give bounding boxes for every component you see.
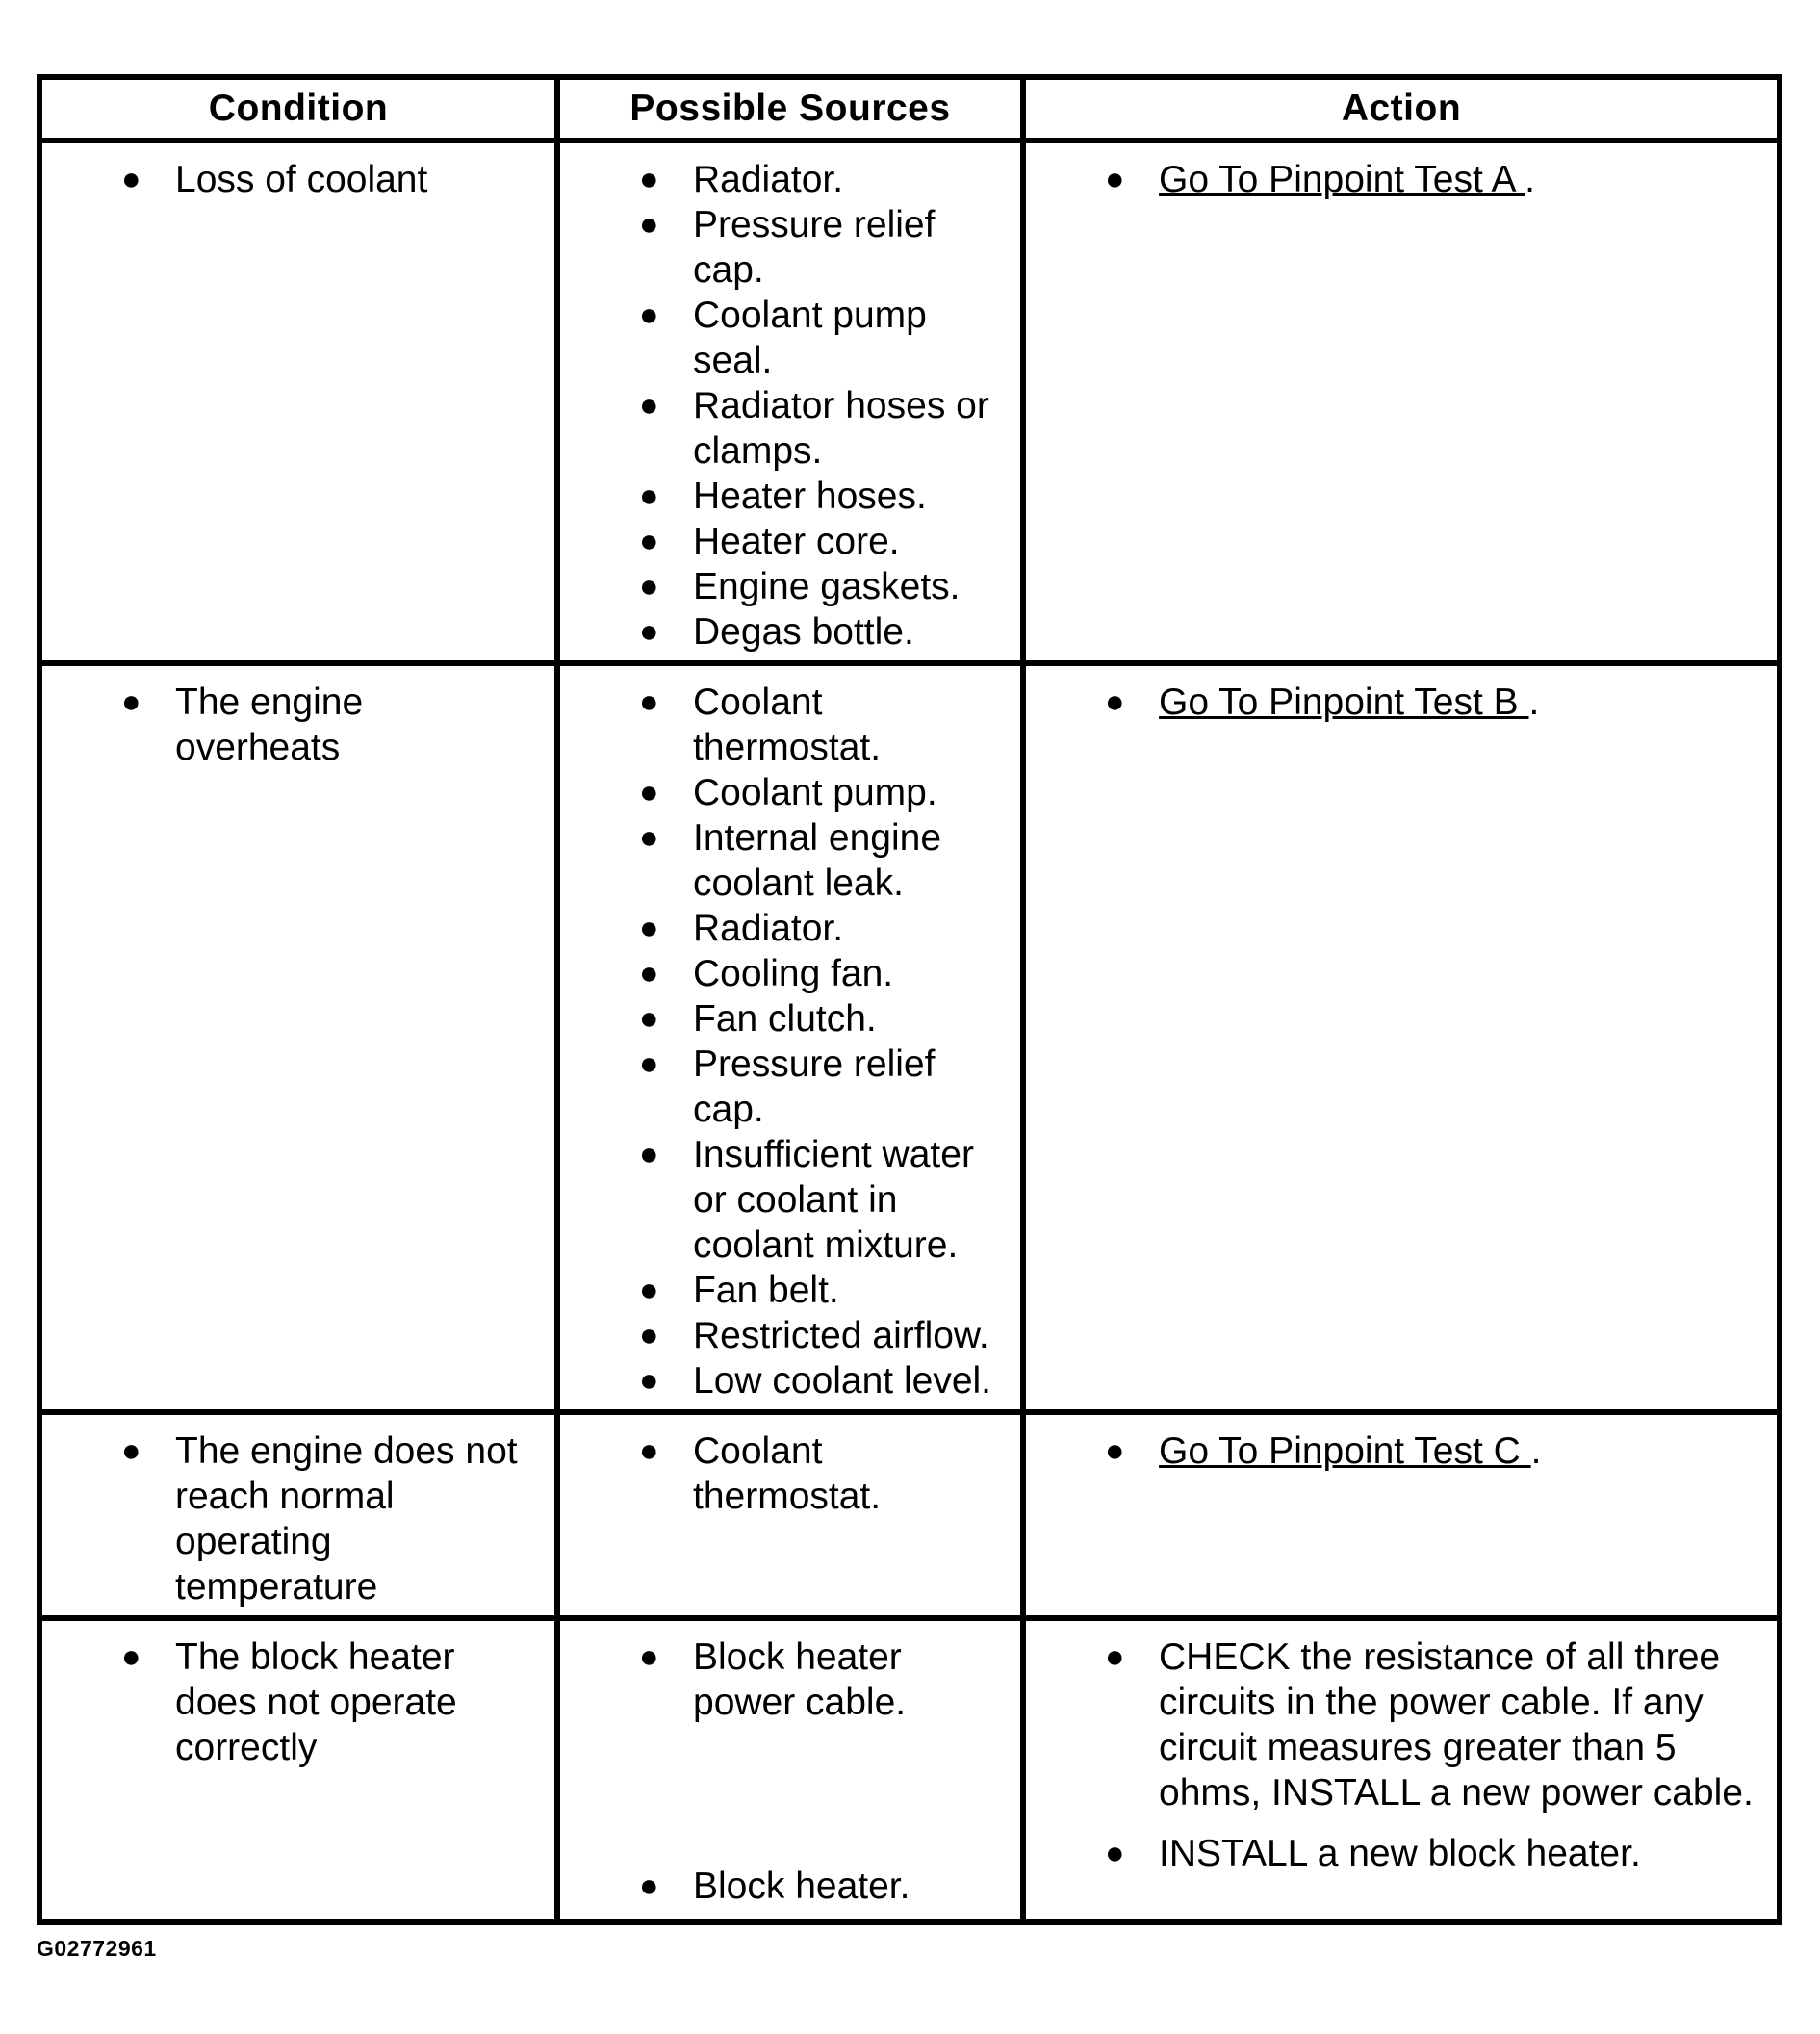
action-cell <box>1023 663 1780 1412</box>
list-item <box>560 202 1011 293</box>
sources-cell <box>557 141 1023 663</box>
list-item <box>560 383 1011 474</box>
condition-cell <box>39 141 557 663</box>
list-item <box>560 474 1011 519</box>
sources-cell <box>557 1618 1023 1922</box>
action-suffix: . <box>1525 159 1535 200</box>
bullet-icon: ● <box>639 1000 659 1037</box>
action-suffix: . <box>1528 682 1540 723</box>
list-item <box>1026 1831 1767 1876</box>
header-possible-sources: Possible Sources <box>557 77 1023 141</box>
list-item <box>560 1268 1011 1313</box>
list-item <box>560 1042 1011 1132</box>
source-text: Radiator. <box>693 908 844 949</box>
list-item <box>560 1429 1011 1519</box>
list-item <box>1026 680 1767 725</box>
sources-cell <box>557 1412 1023 1618</box>
source-text: Block heater power cable. <box>693 1636 907 1723</box>
list-item <box>560 770 1011 815</box>
bullet-icon: ● <box>1105 161 1125 197</box>
list-item <box>42 157 545 202</box>
bullet-icon: ● <box>121 1432 141 1469</box>
bullet-icon: ● <box>639 1317 659 1353</box>
condition-cell <box>39 1412 557 1618</box>
source-text: Insufficient water or coolant in coolant mixture. <box>693 1134 974 1266</box>
source-text: Cooling fan. <box>693 953 894 994</box>
bullet-icon: ● <box>639 1045 659 1082</box>
list-item <box>560 609 1011 655</box>
bullet-icon: ● <box>121 161 141 197</box>
bullet-icon: ● <box>639 1136 659 1172</box>
bullet-icon: ● <box>1105 683 1125 720</box>
source-text: Pressure relief cap. <box>693 204 936 291</box>
table-row <box>39 1618 1780 1922</box>
list-item <box>560 564 1011 609</box>
bullet-icon: ● <box>639 910 659 946</box>
bullet-icon: ● <box>639 774 659 811</box>
bullet-icon: ● <box>1105 1432 1125 1469</box>
bullet-icon: ● <box>121 683 141 720</box>
source-text: Pressure relief cap. <box>693 1043 936 1130</box>
list-item <box>42 680 545 770</box>
figure-id: G02772961 <box>37 1936 157 1961</box>
source-text: Coolant thermostat. <box>693 1430 882 1517</box>
source-text: Low coolant level. <box>693 1360 992 1402</box>
bullet-icon: ● <box>639 683 659 720</box>
source-text: Internal engine coolant leak. <box>693 817 942 904</box>
list-item <box>560 1635 1011 1725</box>
source-text: Fan clutch. <box>693 998 877 1040</box>
action-suffix: . <box>1530 1430 1542 1472</box>
table-row <box>39 141 1780 663</box>
action-cell <box>1023 141 1780 663</box>
source-text: Coolant pump seal. <box>693 295 927 381</box>
list-item <box>560 1313 1011 1358</box>
bullet-icon: ● <box>639 523 659 559</box>
action-cell <box>1023 1412 1780 1618</box>
list-item <box>560 1132 1011 1268</box>
bullet-icon: ● <box>639 477 659 514</box>
header-row <box>39 77 1780 141</box>
bullet-icon: ● <box>639 613 659 650</box>
source-text: Coolant thermostat. <box>693 682 882 768</box>
table-row <box>39 663 1780 1412</box>
bullet-icon: ● <box>1105 1835 1125 1871</box>
action-text: CHECK the resistance of all three circuits in the power cable. If any circuit measures greater than 5 ohms, INSTALL a new power cable. <box>1159 1636 1754 1814</box>
source-text: Coolant pump. <box>693 772 937 813</box>
list-item <box>42 1635 545 1770</box>
condition-cell <box>39 1618 557 1922</box>
condition-text: The engine does not reach normal operating temperature <box>175 1430 518 1608</box>
header-action: Action <box>1023 77 1780 141</box>
pinpoint-test-a-link[interactable]: Go To Pinpoint Test A <box>1159 159 1525 200</box>
source-text: Radiator. <box>693 159 844 200</box>
list-item <box>560 906 1011 951</box>
list-item <box>560 951 1011 996</box>
bullet-icon: ● <box>639 1362 659 1399</box>
list-item <box>560 1358 1011 1403</box>
action-text: INSTALL a new block heater. <box>1159 1833 1641 1874</box>
list-item <box>560 996 1011 1042</box>
pinpoint-test-c-link[interactable]: Go To Pinpoint Test C <box>1159 1430 1531 1472</box>
header-condition: Condition <box>39 77 557 141</box>
bullet-icon: ● <box>639 568 659 605</box>
bullet-icon: ● <box>639 1867 659 1904</box>
bullet-icon: ● <box>1105 1638 1125 1675</box>
bullet-icon: ● <box>639 1638 659 1675</box>
bullet-icon: ● <box>639 161 659 197</box>
list-item <box>1026 157 1767 202</box>
pinpoint-test-b-link[interactable]: Go To Pinpoint Test B <box>1159 682 1529 723</box>
bullet-icon: ● <box>639 296 659 333</box>
bullet-icon: ● <box>639 206 659 243</box>
list-item <box>560 1864 1011 1909</box>
diagnosis-table <box>37 74 1782 1925</box>
condition-text: The block heater does not operate correctly <box>175 1636 457 1768</box>
list-item <box>1026 1429 1767 1474</box>
table-row <box>39 1412 1780 1618</box>
condition-text: The engine overheats <box>175 682 364 768</box>
source-text: Heater core. <box>693 521 900 562</box>
source-text: Fan belt. <box>693 1270 839 1311</box>
list-item <box>560 815 1011 906</box>
list-item <box>42 1429 545 1609</box>
bullet-icon: ● <box>639 955 659 991</box>
sources-cell <box>557 663 1023 1412</box>
bullet-icon: ● <box>639 1432 659 1469</box>
list-item <box>560 519 1011 564</box>
list-item <box>560 680 1011 770</box>
source-text: Heater hoses. <box>693 476 927 517</box>
bullet-icon: ● <box>121 1638 141 1675</box>
source-text: Engine gaskets. <box>693 566 961 607</box>
list-item <box>1026 1635 1767 1815</box>
list-item <box>560 293 1011 383</box>
bullet-icon: ● <box>639 387 659 424</box>
bullet-icon: ● <box>639 819 659 856</box>
condition-cell <box>39 663 557 1412</box>
list-item <box>560 157 1011 202</box>
condition-text: Loss of coolant <box>175 159 428 200</box>
source-text: Block heater. <box>693 1866 910 1907</box>
action-cell <box>1023 1618 1780 1922</box>
source-text: Radiator hoses or clamps. <box>693 385 989 472</box>
source-text: Degas bottle. <box>693 611 914 653</box>
source-text: Restricted airflow. <box>693 1315 989 1356</box>
bullet-icon: ● <box>639 1272 659 1308</box>
